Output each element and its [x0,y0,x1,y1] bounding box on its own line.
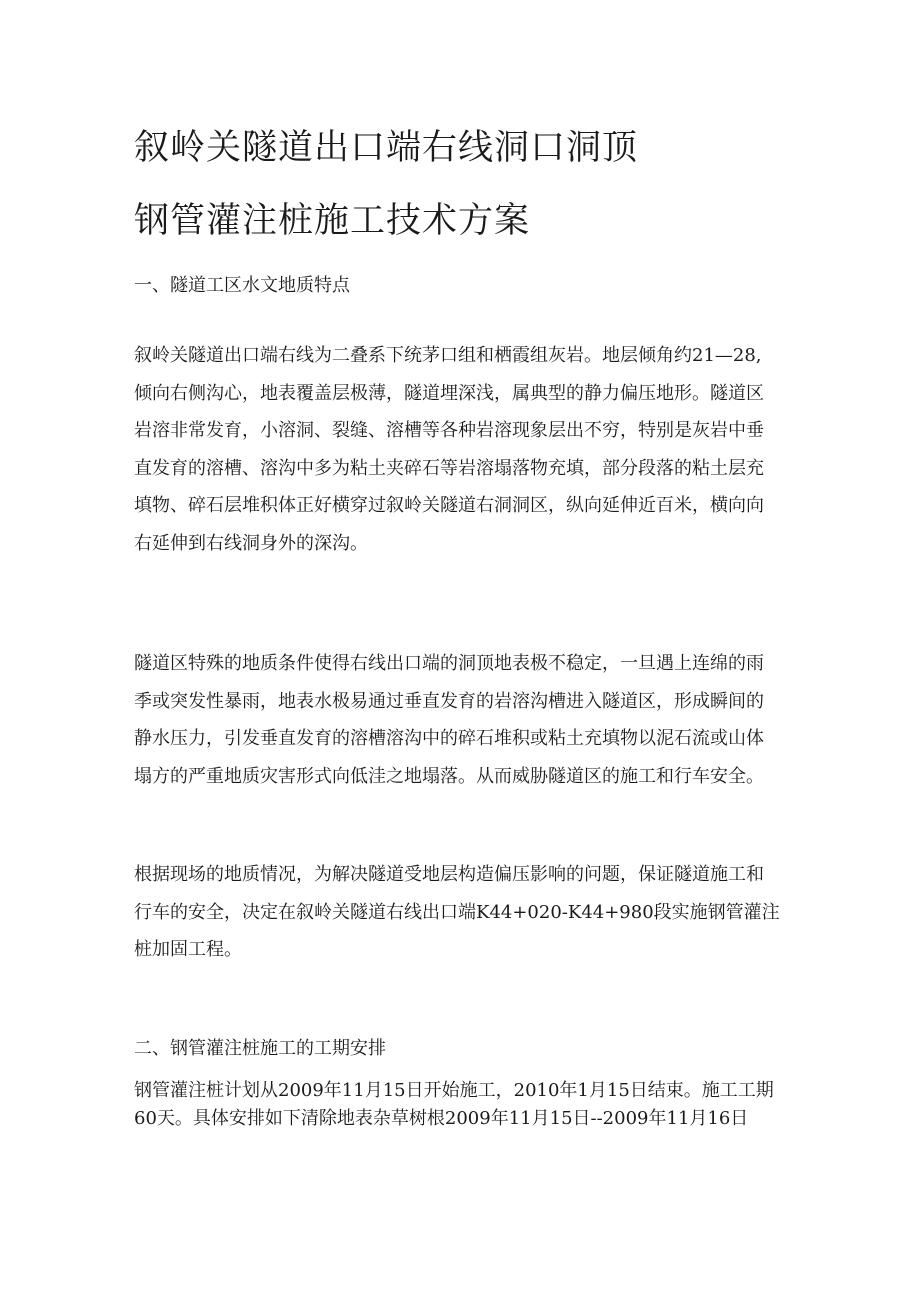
text-line: 季或突发性暴雨，地表水极易通过垂直发育的岩溶沟槽进入隧道区，形成瞬间的 [134,690,764,712]
paragraph-hazard [134,645,784,795]
text-line: 倾向右侧沟心，地表覆盖层极薄，隧道埋深浅，属典型的静力偏压地形。隧道区 [134,382,764,404]
section-heading-1: 一、隧道工区水文地质特点 [134,275,350,296]
text-line: 60天。具体安排如下清除地表杂草树根2009年11月15日--2009年11月16日 [134,1108,749,1129]
paragraph-geology [134,337,784,562]
text-line: 根据现场的地质情况，为解决隧道受地层构造偏压影响的问题，保证隧道施工和 [134,864,764,885]
text-line: 叙岭关隧道出口端右线为二叠系下统茅口组和栖霞组灰岩。地层倾角约21—28, [134,345,762,366]
paragraph-schedule [134,1077,784,1133]
paragraph-decision [134,856,784,969]
text-line: 岩溶非常发育，小溶洞、裂缝、溶槽等各种岩溶现象层出不穷，特别是灰岩中垂 [134,420,764,441]
text-line: 直发育的溶槽、溶沟中多为粘土夹碎石等岩溶塌落物充填，部分段落的粘土层充 [134,457,764,479]
text-line: 隧道区特殊的地质条件使得右线出口端的洞顶地表极不稳定，一旦遇上连绵的雨 [134,653,764,674]
text-line: 右延伸到右线洞身外的深沟。 [134,532,368,554]
text-line: 桩加固工程。 [134,939,242,960]
document-title-line-2: 钢管灌注桩施工技术方案 [134,201,531,241]
section-heading-2: 二、钢管灌注桩施工的工期安排 [134,1038,386,1059]
text-line: 行车的安全，决定在叙岭关隧道右线出口端K44+020-K44+980段实施钢管灌注 [134,901,780,923]
text-line: 钢管灌注桩计划从2009年11月15日开始施工，2010年1月15日结束。施工工期 [134,1080,774,1101]
text-line: 塌方的严重地质灾害形式向低洼之地塌落。从而威胁隧道区的施工和行车安全。 [134,765,764,787]
document-title-line-1: 叙岭关隧道出口端右线洞口洞顶 [134,128,639,168]
text-line: 填物、碎石层堆积体正好横穿过叙岭关隧道右洞洞区，纵向延伸近百米，横向向 [134,495,764,516]
text-line: 静水压力，引发垂直发育的溶槽溶沟中的碎石堆积或粘土充填物以泥石流或山体 [134,728,764,749]
